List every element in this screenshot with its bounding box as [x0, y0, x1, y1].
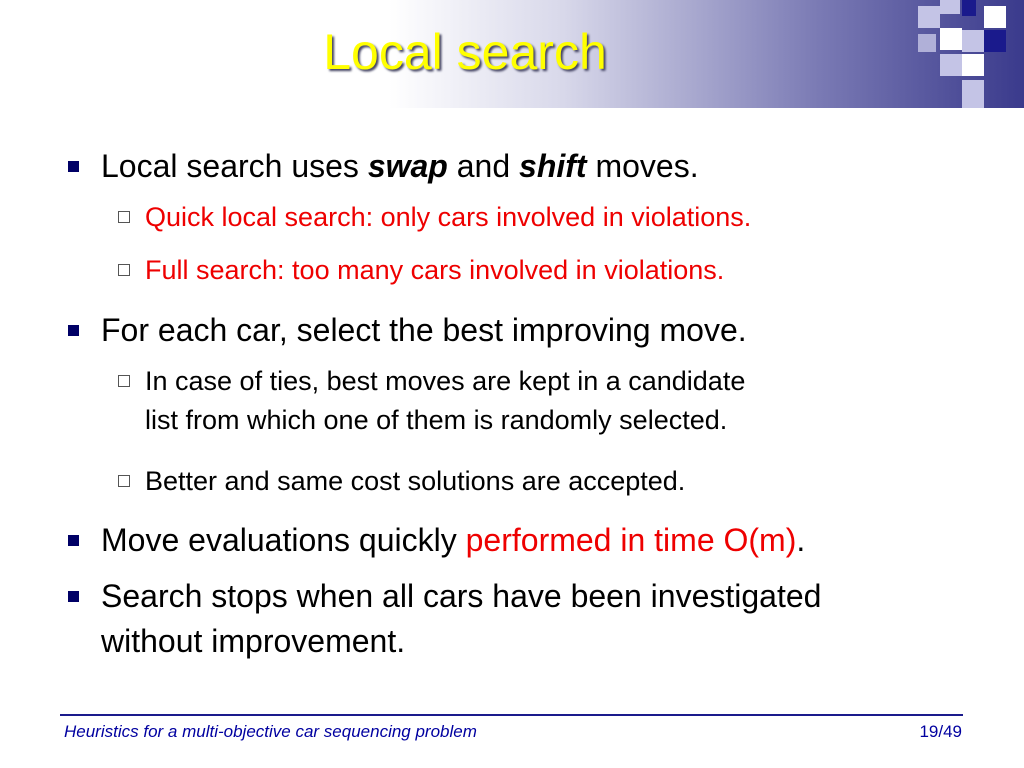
sub-bullet-ties [145, 362, 745, 440]
bullet-line: without improvement. [101, 623, 406, 659]
sub-bullet-full-search: Full search: too many cars involved in violations. [145, 255, 725, 285]
bullet-move-evaluations [101, 518, 805, 563]
highlight-time: performed in time O(m) [465, 522, 797, 558]
bullet-square-icon [68, 591, 79, 602]
bullet-swap-shift [101, 144, 699, 189]
emphasis-shift: shift [519, 148, 587, 184]
bullet-text: . [796, 522, 806, 558]
checkbox-bullet-icon [118, 375, 130, 387]
checker-logo [910, 0, 1024, 108]
bullet-text: Move evaluations quickly [101, 522, 466, 558]
bullet-square-icon [68, 325, 79, 336]
bullet-text: moves. [586, 148, 699, 184]
bullet-square-icon [68, 161, 79, 172]
emphasis-swap: swap [367, 148, 448, 184]
sub-bullet-accepted: Better and same cost solutions are accepted. [145, 466, 686, 496]
sub-bullet-line: list from which one of them is randomly selected. [145, 405, 728, 435]
bullet-search-stops [101, 574, 821, 664]
slide-title: Local search [323, 24, 607, 80]
bullet-line: Search stops when all cars have been investigated [101, 578, 822, 614]
bullet-square-icon [68, 535, 79, 546]
footer-divider [60, 714, 963, 716]
sub-bullet-line: In case of ties, best moves are kept in a candidate [145, 366, 746, 396]
checkbox-bullet-icon [118, 475, 130, 487]
bullet-best-move: For each car, select the best improving move. [101, 312, 747, 348]
sub-bullet-quick-search: Quick local search: only cars involved in violations. [145, 202, 752, 232]
bullet-text: and [447, 148, 520, 184]
page-number: 19/49 [919, 722, 962, 741]
checkbox-bullet-icon [118, 264, 130, 276]
footer-title: Heuristics for a multi-objective car sequencing problem [64, 722, 477, 741]
checkbox-bullet-icon [118, 211, 130, 223]
bullet-text: Local search uses [101, 148, 368, 184]
